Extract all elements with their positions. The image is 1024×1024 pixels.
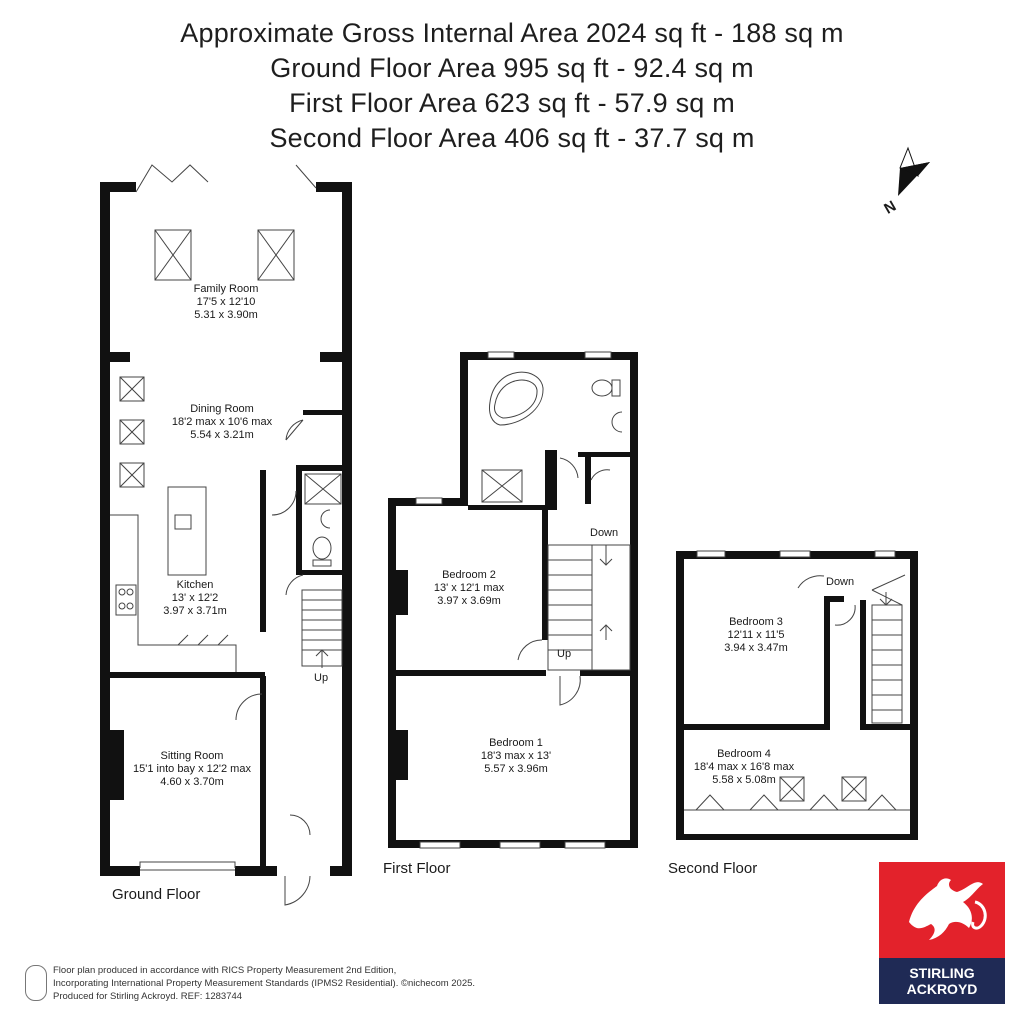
sitting-room-name: Sitting Room [160, 750, 224, 762]
footer-line-2: Incorporating International Property Measurement Standards (IPMS2 Residential). ©nichecom 2025. [53, 978, 476, 989]
bedroom-2-size-m: 3.97 x 3.69m [437, 595, 501, 607]
footer-line-1: Floor plan produced in accordance with RICS Property Measurement 2nd Edition, [53, 965, 397, 976]
family-room-size-m: 5.31 x 3.90m [194, 309, 258, 321]
gross-area-line: Approximate Gross Internal Area 2024 sq ft - 188 sq m [180, 18, 844, 48]
bedroom-4-size-ft: 18'4 max x 16'8 max [693, 761, 795, 773]
compass-icon [898, 148, 930, 196]
family-room-size-ft: 17'5 x 12'10 [196, 296, 256, 308]
ground-floor-fixtures [110, 165, 342, 905]
room-kitchen [163, 579, 227, 617]
bedroom-1-name: Bedroom 1 [489, 737, 543, 749]
sitting-room-size-m: 4.60 x 3.70m [160, 776, 224, 788]
room-sitting-room [133, 750, 251, 788]
first-floor-label: First Floor [383, 860, 451, 877]
bedroom-1-size-m: 5.57 x 3.96m [484, 763, 548, 775]
footer-notes [53, 964, 475, 1003]
bedroom-3-name: Bedroom 3 [729, 616, 783, 628]
kitchen-size-ft: 13' x 12'2 [171, 592, 219, 604]
room-bedroom-1 [481, 737, 551, 775]
ground-floor-label: Ground Floor [112, 886, 201, 903]
footer-line-3: Produced for Stirling Ackroyd. REF: 1283744 [53, 991, 243, 1002]
room-family-room [194, 283, 259, 321]
kitchen-name: Kitchen [176, 579, 214, 591]
room-bedroom-4 [694, 748, 795, 786]
bedroom-1-size-ft: 18'3 max x 13' [480, 750, 552, 762]
first-stair-up-label: Up [557, 648, 572, 660]
dining-room-size-m: 5.54 x 3.21m [190, 429, 254, 441]
ground-area-line: Ground Floor Area 995 sq ft - 92.4 sq m [270, 53, 754, 83]
second-area-line: Second Floor Area 406 sq ft - 37.7 sq m [269, 123, 755, 153]
room-dining-room [172, 403, 273, 441]
logo-wordmark [879, 958, 1005, 1004]
kitchen-size-m: 3.97 x 3.71m [163, 605, 227, 617]
first-stair-down-label: Down [590, 527, 619, 539]
bedroom-3-size-ft: 12'11 x 11'5 [727, 629, 785, 641]
bedroom-2-name: Bedroom 2 [442, 569, 496, 581]
second-stair-down-label: Down [826, 576, 855, 588]
family-room-name: Family Room [193, 283, 259, 295]
compass-north-label: N [881, 197, 900, 218]
bedroom-3-size-m: 3.94 x 3.47m [724, 642, 788, 654]
bedroom-2-size-ft: 13' x 12'1 max [433, 582, 505, 594]
griffin-icon [879, 862, 1005, 958]
bedroom-4-size-m: 5.58 x 5.08m [712, 774, 776, 786]
stirling-ackroyd-logo [879, 862, 1005, 1004]
logo-line-1: STIRLING [909, 965, 975, 981]
room-bedroom-3 [724, 616, 788, 654]
second-floor-label: Second Floor [668, 860, 758, 877]
sitting-room-size-ft: 15'1 into bay x 12'2 max [133, 763, 251, 775]
first-area-line: First Floor Area 623 sq ft - 57.9 sq m [289, 88, 735, 118]
dining-room-name: Dining Room [190, 403, 254, 415]
bedroom-4-name: Bedroom 4 [717, 748, 771, 760]
ground-stair-up-label: Up [314, 672, 329, 684]
dining-room-size-ft: 18'2 max x 10'6 max [171, 416, 273, 428]
person-scale-icon [25, 965, 47, 1001]
logo-line-2: ACKROYD [906, 981, 978, 997]
room-bedroom-2 [434, 569, 505, 607]
